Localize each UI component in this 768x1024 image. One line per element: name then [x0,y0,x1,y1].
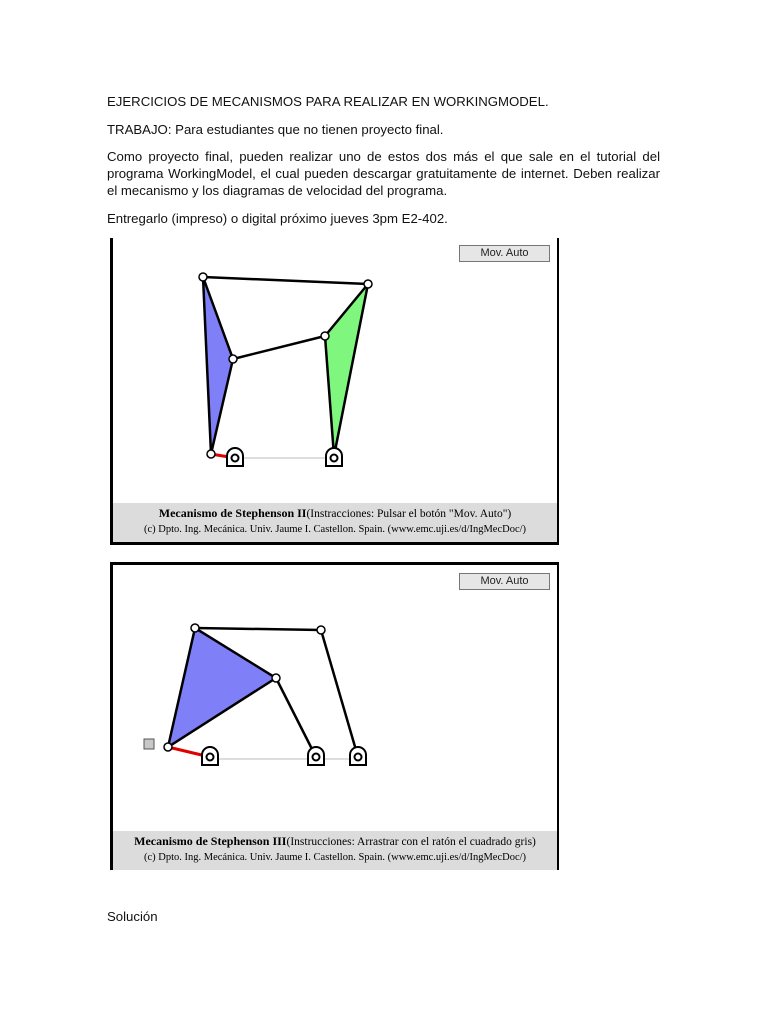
ternary-link-blue [203,277,233,454]
joint-node [272,674,280,682]
mov-auto-button[interactable]: Mov. Auto [459,245,550,262]
joint-node [364,280,372,288]
coupler-link-top [203,277,368,284]
coupler-link-middle [233,336,325,359]
joint-node [229,355,237,363]
delivery-note: Entregarlo (impreso) o digital próximo jueves 3pm E2-402. [107,211,448,226]
caption-credit: (c) Dpto. Ing. Mecánica. Univ. Jaume I. Castellon. Spain. (www.emc.uji.es/d/IngMecDoc/) [143,524,527,535]
figure-caption [113,831,557,870]
mechanism-instructions: (Instrucciones: Arrastrar con el ratón el cuadrado gris) [286,836,536,848]
ternary-link-green [325,284,368,456]
mechanism-figure-stephenson-ii [110,238,559,545]
caption-credit: (c) Dpto. Ing. Mecánica. Univ. Jaume I. Castellon. Spain. (www.emc.uji.es/d/IngMecDoc/) [143,852,527,863]
drag-handle-square[interactable] [144,739,154,749]
ground-pivot-middle [308,747,324,765]
mechanism-title: Mecanismo de Stephenson II [158,506,307,520]
joint-node [317,626,325,634]
instructions-paragraph: Como proyecto final, pueden realizar uno de estos dos más el que sale en el tutorial del programa WorkingModel, el cual pueden descargar gratuitamente de internet. Deben realizar el mecanismo y los diagramas de velocidad del programa. [107,149,660,198]
figure-caption [113,503,557,542]
document-heading: EJERCICIOS DE MECANISMOS PARA REALIZAR EN WORKINGMODEL. [107,94,549,109]
mov-auto-button[interactable]: Mov. Auto [459,573,550,590]
ground-pivot-left [227,448,243,466]
stephenson-iii-diagram [113,565,557,831]
assignment-line: TRABAJO: Para estudiantes que no tienen proyecto final. [107,122,444,137]
mechanism-instructions: (Instracciones: Pulsar el botón "Mov. Auto") [306,508,512,520]
stephenson-ii-diagram [113,238,557,504]
joint-node [191,624,199,632]
caption-title-line [113,503,557,522]
ground-pivot-left [202,747,218,765]
joint-node [164,743,172,751]
solution-label: Solución [107,909,158,924]
joint-node [199,273,207,281]
coupler-link-top [195,628,321,630]
rocker-link-right [321,630,358,757]
joint-node [207,450,215,458]
ground-pivot-right [326,448,342,466]
joint-node [321,332,329,340]
mechanism-figure-stephenson-iii [110,562,559,870]
ternary-link-blue [168,628,276,747]
ground-pivot-right [350,747,366,765]
mechanism-title: Mecanismo de Stephenson III [134,834,287,848]
rocker-link-middle [276,678,316,757]
caption-title-line [113,831,557,850]
